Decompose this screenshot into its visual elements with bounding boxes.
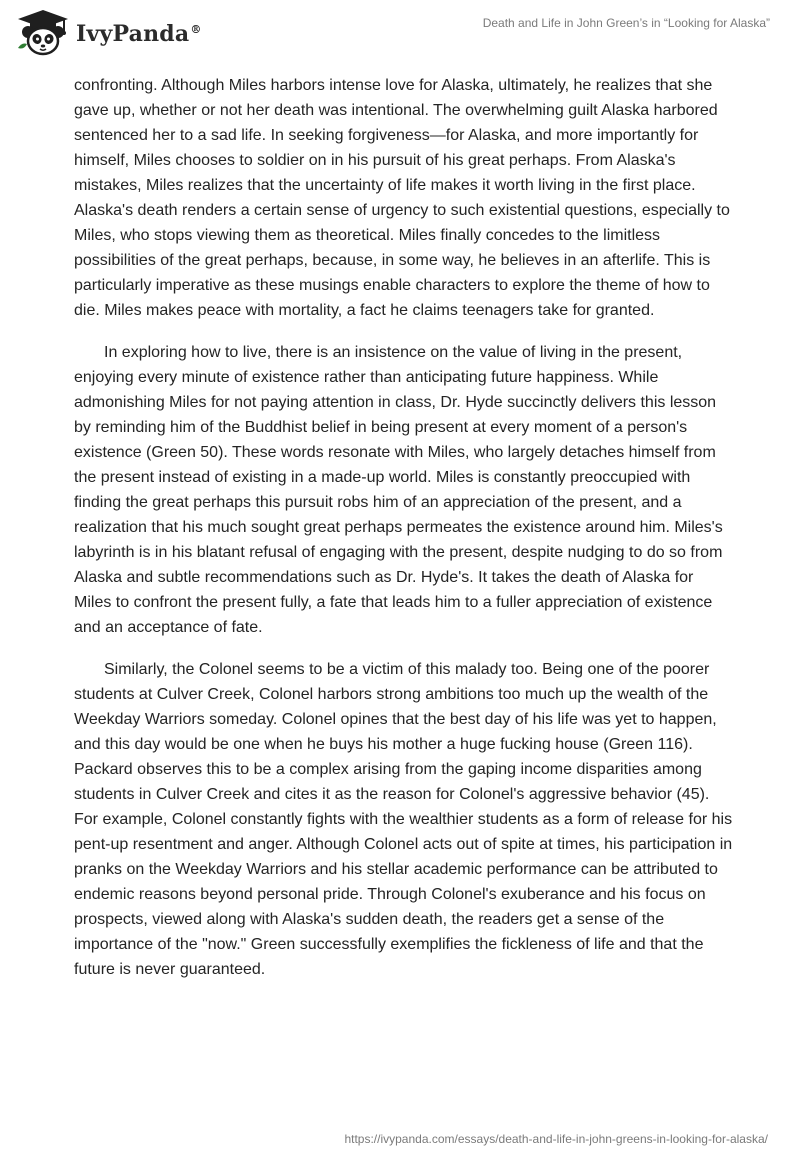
paragraph-3: Similarly, the Colonel seems to be a victim of this malady too. Being one of the poorer students at Culver Creek, Colonel harbors strong ambitions too much up the wealth of the Weekday Warriors someday. Colonel opines that the best day of his life was yet to happen, and this day would be one when he buys his mother a huge fucking house (Green 116). Packard observes this to be a complex arising from the gaping income disparities among students in Culver Creek and cites it as the reason for Colonel's aggressive behavior (45). For example, Colonel constantly fights with the wealthier students as a form of release for his pent-up resentment and anger. Although Colonel acts out of spite at times, his participation in pranks on the Weekday Warriors and his stellar academic performance can be attributed to endemic reasons beyond personal pride. Through Colonel's exuberance and his focus on prospects, viewed along with Alaska's sudden death, the readers get a sense of the importance of the "now." Green successfully exemplifies the fickleness of life and that the future is never guaranteed. [74,661,733,978]
paragraph-2: In exploring how to live, there is an insistence on the value of living in the present, enjoying every minute of existence rather than anticipating future happiness. While admonishing Miles for not paying attention in class, Dr. Hyde succinctly delivers this lesson by reminding him of the Buddhist belief in being present at every moment of a person's existence (Green 50). These words resonate with Miles, who largely detaches himself from the present instead of existing in a made-up world. Miles is constantly preoccupied with finding the great perhaps this pursuit robs him of an appreciation of the present, and a realization that his much sought great perhaps permeates the existence around him. Miles's labyrinth is in his blatant refusal of engaging with the present, despite nudging to do so from Alaska and subtle recommendations such as Dr. Hyde's. It takes the death of Alaska for Miles to confront the present fully, a fate that leads him to a fuller appreciation of existence and an acceptance of fate. [74,344,723,636]
source-url[interactable]: https://ivypanda.com/essays/death-and-life-in-john-greens-in-looking-for-alaska/ [344,1132,768,1146]
essay-body [74,73,734,999]
panda-graduation-cap-icon [14,8,72,58]
page-header [0,0,800,70]
ivypanda-logo[interactable] [14,8,202,58]
document-title: Death and Life in John Green’s in “Looking for Alaska” [482,16,770,30]
paragraph-1: confronting. Although Miles harbors intense love for Alaska, ultimately, he realizes that she gave up, whether or not her death was intentional. The overwhelming guilt Alaska harbored sentenced her to a sad life. In seeking forgiveness—for Alaska, and more importantly for himself, Miles chooses to soldier on in his pursuit of his great perhaps. From Alaska's mistakes, Miles realizes that the uncertainty of life makes it worth living in the first place. Alaska's death renders a certain sense of urgency to such existential questions, especially to Miles, who stops viewing them as theoretical. Miles finally concedes to the limitless possibilities of the great perhaps, because, in some way, he believes in an afterlife. This is particularly imperative as these musings enable characters to explore the theme of how to die. Miles makes peace with mortality, a fact he claims teenagers take for granted. [74,77,730,319]
logo-wordmark: IvyPanda® [76,21,202,47]
